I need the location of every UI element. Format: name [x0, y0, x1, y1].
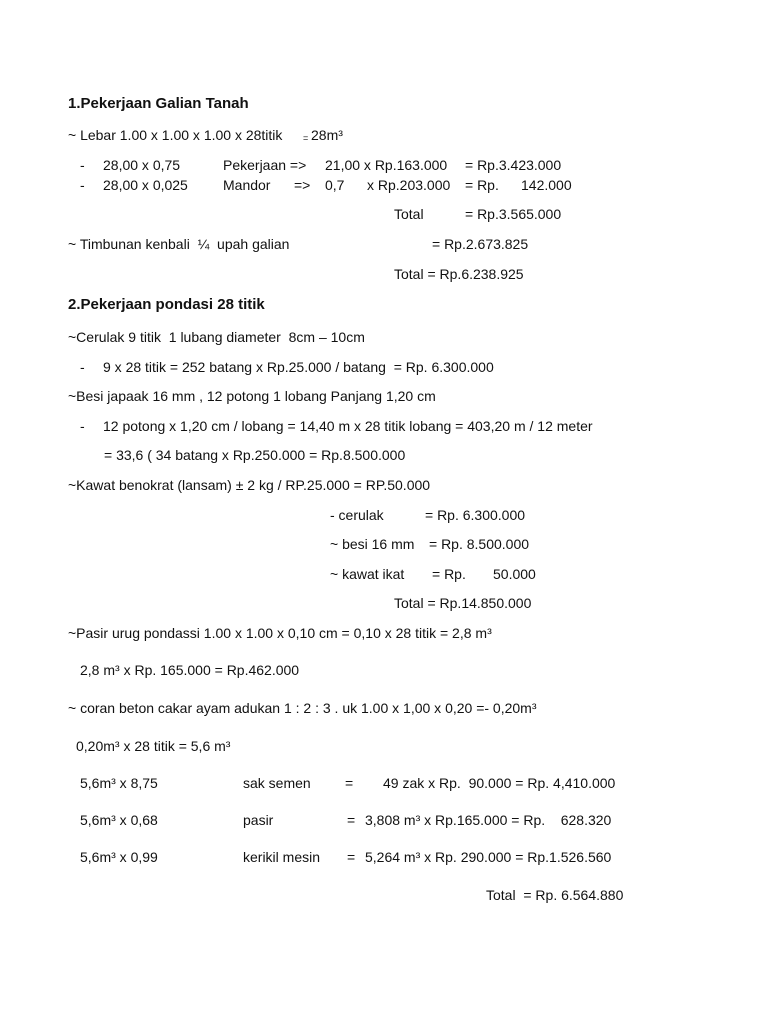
summary-kawat-value: 50.000	[493, 566, 536, 582]
material-2-calc: 5,6m³ x 0,68	[80, 812, 158, 828]
lebar-line: ~ Lebar 1.00 x 1.00 x 1.00 x 28titik	[68, 127, 283, 143]
section-2-heading: 2.Pekerjaan pondasi 28 titik	[68, 296, 265, 313]
material-3-detail: 5,264 m³ x Rp. 290.000 = Rp.1.526.560	[365, 849, 612, 865]
material-3-name: kerikil mesin	[243, 849, 321, 865]
total1-label: Total	[394, 206, 424, 222]
material-1-eq: =	[345, 775, 354, 791]
besi-result: = 33,6 ( 34 batang x Rp.250.000 = Rp.8.500.000	[104, 447, 406, 463]
summary-kawat-prefix: = Rp.	[432, 566, 466, 582]
cerulak-dash: -	[80, 359, 85, 375]
material-1-name: sak semen	[243, 775, 311, 791]
material-1-calc: 5,6m³ x 8,75	[80, 775, 158, 791]
timbunan-line: ~ Timbunan kenbali ¼ upah galian	[68, 236, 290, 252]
summary-besi-label: ~ besi 16 mm	[330, 536, 415, 552]
summary-total: Total = Rp.14.850.000	[394, 595, 532, 611]
section-2-total: Total = Rp. 6.564.880	[486, 887, 624, 903]
row2-result-prefix: = Rp.	[465, 177, 499, 193]
material-1-detail: 49 zak x Rp. 90.000 = Rp. 4,410.000	[383, 775, 616, 791]
lebar-result: 28m³	[311, 127, 343, 143]
cerulak-calc: 9 x 28 titik = 252 batang x Rp.25.000 / batang = Rp. 6.300.000	[103, 359, 494, 375]
total2: Total = Rp.6.238.925	[394, 266, 524, 282]
pasir-calc: 2,8 m³ x Rp. 165.000 = Rp.462.000	[80, 662, 300, 678]
coran-volume: 0,20m³ x 28 titik = 5,6 m³	[76, 738, 231, 754]
row2-price: x Rp.203.000	[367, 177, 451, 193]
summary-kawat-label: ~ kawat ikat	[330, 566, 405, 582]
kawat-line: ~Kawat benokrat (lansam) ± 2 kg / RP.25.000 = RP.50.000	[68, 477, 431, 493]
total1-value: = Rp.3.565.000	[465, 206, 562, 222]
row2-arrow: =>	[294, 177, 311, 193]
summary-besi-value: = Rp. 8.500.000	[429, 536, 530, 552]
material-3-eq: =	[347, 849, 356, 865]
row2-dash: -	[80, 177, 85, 193]
timbunan-value: = Rp.2.673.825	[432, 236, 529, 252]
material-2-name: pasir	[243, 812, 274, 828]
besi-line: ~Besi japaak 16 mm , 12 potong 1 lobang Panjang 1,20 cm	[68, 388, 436, 404]
coran-line: ~ coran beton cakar ayam adukan 1 : 2 : 3 . uk 1.00 x 1,00 x 0,20 =- 0,20m³	[68, 700, 537, 716]
row2-result-value: 142.000	[521, 177, 572, 193]
row2-calc: 28,00 x 0,025	[103, 177, 188, 193]
row1-calc: 28,00 x 0,75	[103, 157, 181, 173]
row1-label: Pekerjaan =>	[223, 157, 307, 173]
besi-dash: -	[80, 418, 85, 434]
cerulak-line: ~Cerulak 9 titik 1 lubang diameter 8cm – 10cm	[68, 329, 365, 345]
besi-calc: 12 potong x 1,20 cm / lobang = 14,40 m x 28 titik lobang = 403,20 m / 12 meter	[103, 418, 593, 434]
section-1-heading: 1.Pekerjaan Galian Tanah	[68, 95, 249, 112]
material-2-eq: =	[347, 812, 356, 828]
pasir-line: ~Pasir urug pondassi 1.00 x 1.00 x 0,10 cm = 0,10 x 28 titik = 2,8 m³	[68, 625, 492, 641]
row1-qty: 21,00 x Rp.163.000	[325, 157, 448, 173]
material-2-detail: 3,808 m³ x Rp.165.000 = Rp. 628.320	[365, 812, 612, 828]
row2-qty: 0,7	[325, 177, 345, 193]
row1-result: = Rp.3.423.000	[465, 157, 562, 173]
summary-cerulak-value: = Rp. 6.300.000	[425, 507, 526, 523]
row1-dash: -	[80, 157, 85, 173]
summary-cerulak-label: - cerulak	[330, 507, 384, 523]
material-3-calc: 5,6m³ x 0,99	[80, 849, 158, 865]
row2-label: Mandor	[223, 177, 271, 193]
lebar-equals: =	[303, 133, 309, 143]
